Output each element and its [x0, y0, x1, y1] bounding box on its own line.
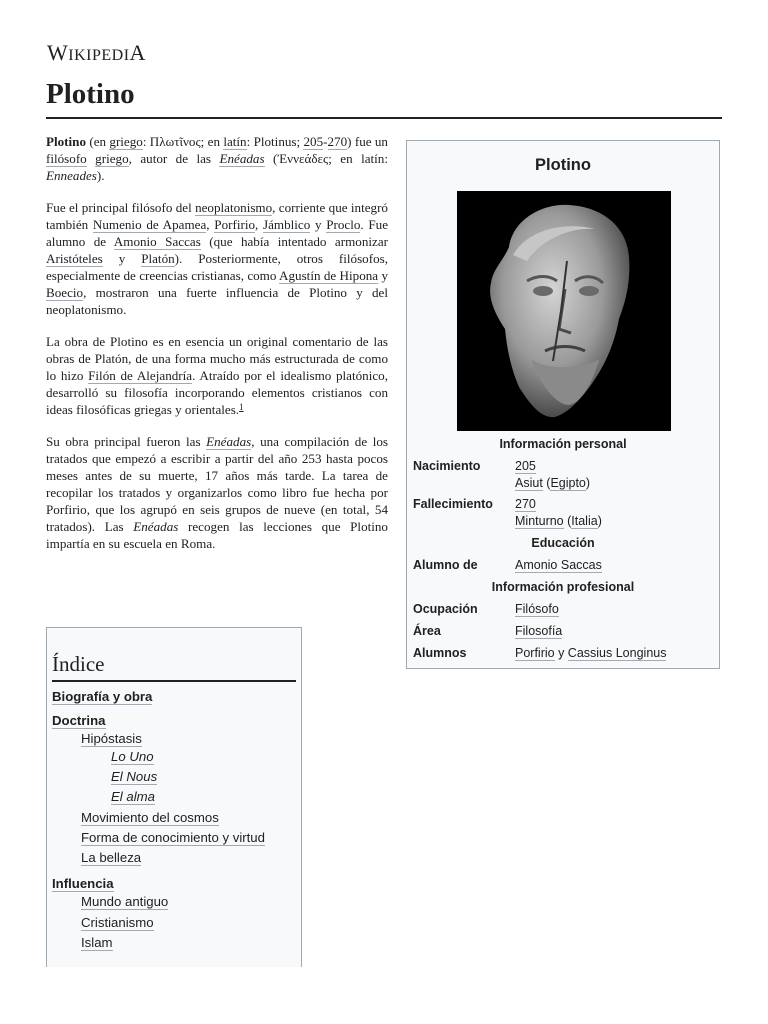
text: (Ἐννεάδες; en latín: [264, 151, 388, 166]
link-neoplatonismo[interactable]: neoplatonismo [195, 200, 273, 215]
text: y [102, 251, 142, 266]
link-agustin-de-hipona[interactable]: Agustín de Hipona [279, 268, 379, 283]
paragraph-4 [46, 433, 388, 552]
link-platon[interactable]: Platón [141, 251, 175, 266]
toc-item-forma-de-conocimiento[interactable]: Forma de conocimiento y virtud [81, 830, 265, 845]
toc-title: Índice [52, 652, 105, 676]
text: y [378, 268, 389, 283]
link-jamblico[interactable]: Jámblico [263, 217, 311, 232]
link-minturno[interactable]: Minturno [515, 514, 564, 528]
title-divider [46, 117, 722, 119]
text: Fue el principal filósofo del [46, 200, 196, 215]
infobox [406, 140, 720, 669]
toc-item-hipostasis[interactable]: Hipóstasis [81, 731, 142, 746]
text: , autor de las [128, 151, 220, 166]
toc-item-el-alma[interactable]: El alma [111, 789, 155, 804]
plotinus-bust-illustration [457, 191, 671, 431]
link-amonio-saccas[interactable]: Amonio Saccas [515, 558, 602, 572]
bold-name: Plotino [46, 134, 87, 149]
logo-middle: IKIPEDI [68, 47, 130, 64]
article-body [46, 133, 388, 567]
link-griego-2[interactable]: griego [95, 151, 129, 166]
paragraph-3 [46, 333, 388, 418]
link-griego[interactable]: griego [109, 134, 143, 149]
text: , corriente que integró también [46, 200, 388, 232]
text: (que había intentado armonizar [200, 234, 388, 249]
link-numenio[interactable]: Numenio de Apamea [92, 217, 207, 232]
text: , mostraron una fuerte influencia de Plotino y del neoplatonismo. [46, 285, 388, 317]
toc-item-el-nous[interactable]: El Nous [111, 769, 158, 784]
paragraph-1 [46, 133, 388, 184]
footnote-ref-1[interactable]: 1 [239, 402, 244, 412]
label-ocupacion: Ocupación [413, 602, 478, 616]
toc-item-mundo-antiguo[interactable]: Mundo antiguo [81, 894, 169, 909]
link-205[interactable]: 205 [303, 134, 324, 149]
text: : Πλωτῖνος; en [142, 134, 224, 149]
text: - [323, 134, 328, 149]
link-270[interactable]: 270 [327, 134, 348, 149]
text: ) fue un [347, 134, 388, 149]
link-filosofo[interactable]: filósofo [46, 151, 87, 166]
table-of-contents [46, 627, 302, 967]
link-aristoteles[interactable]: Aristóteles [46, 251, 103, 266]
link-italia[interactable]: Italia [571, 514, 598, 528]
link-amonio-saccas[interactable]: Amonio Saccas [113, 234, 201, 249]
text: Su obra principal fueron las [46, 434, 207, 449]
section-informacion-profesional: Información profesional [491, 580, 635, 594]
link-filosofo[interactable]: Filósofo [515, 602, 559, 616]
text: . Atraído por el idealismo platónico, desarrolló su filosofía incorporando elementos cristianos con ideas filosóficas griegas y orientales. [46, 368, 388, 417]
link-porfirio[interactable]: Porfirio [515, 646, 555, 660]
link-cassius-longinus[interactable]: Cassius Longinus [567, 646, 667, 660]
value-nacimiento: 205 Asiut (Egipto) [515, 459, 591, 490]
value-ocupacion [515, 601, 559, 618]
italic-enneades: Enneades [46, 168, 97, 183]
label-fallecimiento: Fallecimiento [413, 497, 493, 511]
section-informacion-personal: Información personal [499, 437, 627, 451]
label-alumnos: Alumnos [413, 646, 467, 660]
wikipedia-logo[interactable] [47, 40, 146, 66]
toc-item-doctrina[interactable]: Doctrina [52, 713, 106, 728]
value-alumnos [515, 645, 666, 662]
text: : Plotinus; [246, 134, 304, 149]
link-boecio[interactable]: Boecio [46, 285, 84, 300]
section-educacion: Educación [531, 536, 595, 550]
value-fallecimiento: 270 Minturno (Italia) [515, 497, 602, 528]
link-egipto[interactable]: Egipto [550, 476, 586, 490]
link-asiut[interactable]: Asiut [515, 476, 543, 490]
link-nacimiento-year[interactable]: 205 [515, 459, 536, 473]
toc-item-cristianismo[interactable]: Cristianismo [81, 915, 154, 930]
toc-item-lo-uno[interactable]: Lo Uno [111, 749, 154, 764]
text: ). Posteriormente, otros filósofos, especialmente de creencias cristianas, como [46, 251, 389, 283]
text: , una compilación de los tratados que empezó a escribir a partir del año 253 hasta pocos meses antes de su muerte, 17 años más tarde. La tarea de recopilar los tratados y organizarlos como libro fue hecha por Porfirio, que los agrupó en seis grupos de nueve (en total, 54 tratados). Las [46, 434, 388, 534]
text: y [310, 217, 327, 232]
value-alumno-de [515, 557, 602, 574]
toc-item-influencia[interactable]: Influencia [52, 876, 114, 891]
toc-item-biografia[interactable]: Biografía y obra [52, 689, 153, 704]
text: ). [96, 168, 105, 183]
text: recogen las lecciones que Plotino impartía en su escuela en Roma. [46, 519, 388, 551]
link-proclo[interactable]: Proclo [326, 217, 361, 232]
logo-initial: W [47, 40, 69, 65]
value-area [515, 623, 562, 640]
toc-item-islam[interactable]: Islam [81, 935, 113, 950]
toc-item-la-belleza[interactable]: La belleza [81, 850, 142, 865]
link-eneadas[interactable]: Enéadas [206, 434, 252, 449]
link-fallecimiento-year[interactable]: 270 [515, 497, 536, 511]
toc-item-movimiento-del-cosmos[interactable]: Movimiento del cosmos [81, 810, 219, 825]
link-porfirio[interactable]: Porfirio [214, 217, 256, 232]
page-title: Plotino [46, 78, 135, 110]
paragraph-2 [46, 199, 388, 318]
link-latin[interactable]: latín [223, 134, 247, 149]
portrait-image[interactable] [457, 191, 671, 431]
label-nacimiento: Nacimiento [413, 459, 481, 473]
logo-final: A [129, 40, 146, 65]
link-eneadas[interactable]: Enéadas [219, 151, 265, 166]
label-area: Área [413, 624, 441, 638]
infobox-title: Plotino [535, 156, 591, 174]
text: , [255, 217, 263, 232]
italic-eneadas: Enéadas [133, 519, 179, 534]
label-alumno-de: Alumno de [413, 558, 478, 572]
text: La obra de Plotino es en esencia un original comentario de las obras de Platón, de una forma mucho más estructurada de como lo hizo [46, 334, 388, 383]
text [87, 151, 95, 166]
text: , [206, 217, 215, 232]
text: y [554, 646, 568, 660]
text: (en [86, 134, 110, 149]
link-filon[interactable]: Filón de Alejandría [88, 368, 193, 383]
text: . Fue alumno de [46, 217, 389, 249]
link-filosofia[interactable]: Filosofía [515, 624, 563, 638]
toc-divider [52, 680, 296, 682]
